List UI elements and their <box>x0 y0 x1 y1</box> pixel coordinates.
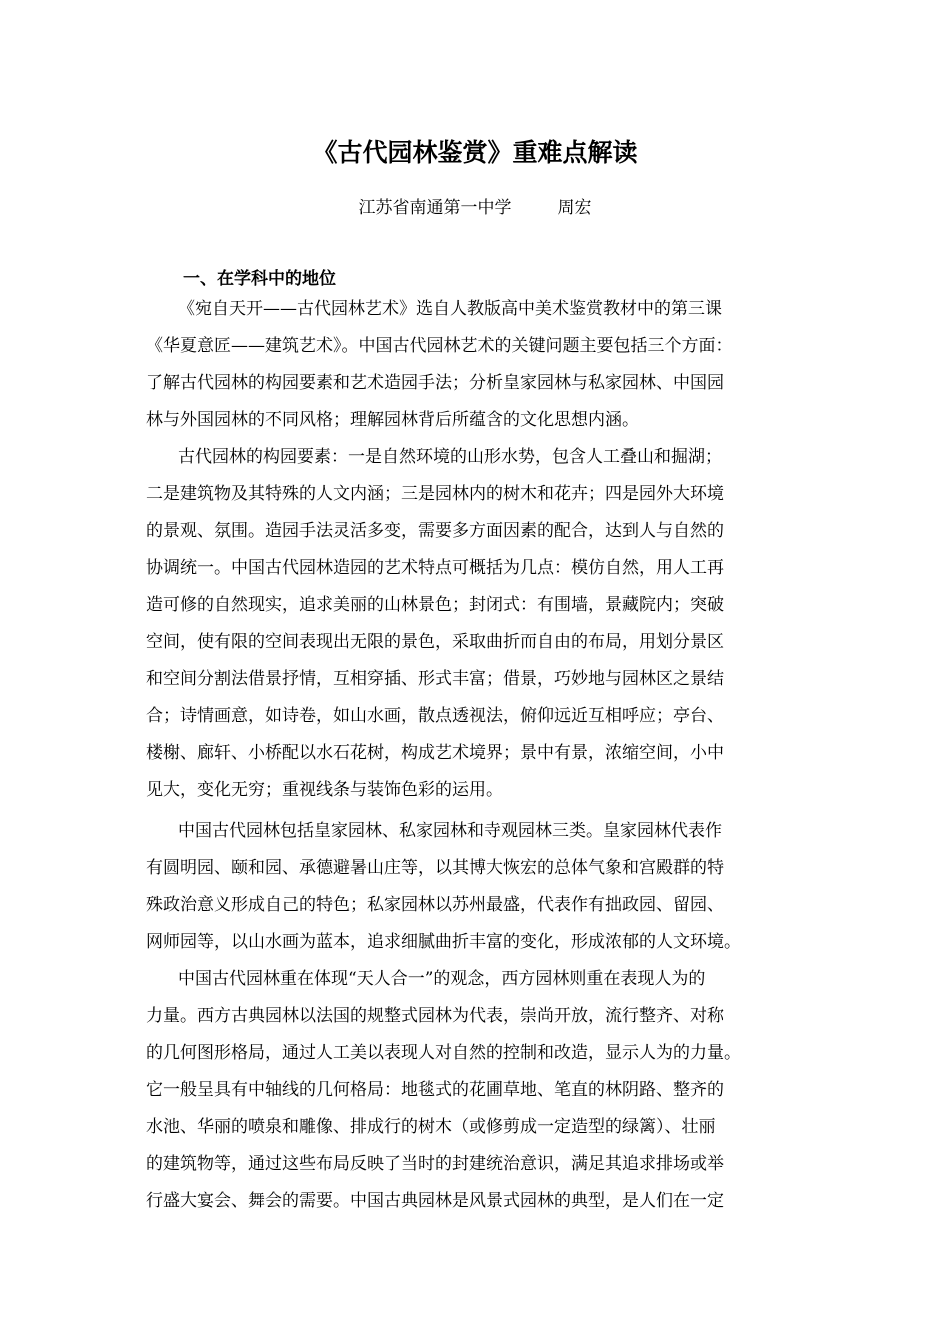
text-line: 了解古代园林的构园要素和艺术造园手法；分析皇家园林与私家园林、中国园 <box>146 373 724 393</box>
text-line: 网师园等，以山水画为蓝本，追求细腻曲折丰富的变化，形成浓郁的人文环境。 <box>146 932 741 952</box>
text-line: 林与外国园林的不同风格；理解园林背后所蕴含的文化思想内涵。 <box>146 410 639 430</box>
text-line: 造可修的自然现实，追求美丽的山林景色；封闭式：有围墙，景藏院内；突破 <box>146 595 724 615</box>
text-line: 《宛自天开——古代园林艺术》选自人教版高中美术鉴赏教材中的第三课 <box>178 299 722 319</box>
text-line: 殊政治意义形成自己的特色；私家园林以苏州最盛，代表作有拙政园、留园、 <box>146 895 724 915</box>
text-line: 协调统一。中国古代园林造园的艺术特点可概括为几点：模仿自然，用人工再 <box>146 558 724 578</box>
text-line: 有圆明园、颐和园、承德避暑山庄等，以其博大恢宏的总体气象和宫殿群的特 <box>146 858 724 878</box>
byline <box>0 193 950 218</box>
text-line: 二是建筑物及其特殊的人文内涵；三是园林内的树木和花卉；四是园外大环境 <box>146 484 724 504</box>
section-heading: 一、在学科中的地位 <box>183 269 336 289</box>
text-line: 和空间分割法借景抒情，互相穿插、形式丰富；借景，巧妙地与园林区之景结 <box>146 669 724 689</box>
text-line: 水池、华丽的喷泉和雕像、排成行的树木（或修剪成一定造型的绿篱）、壮丽 <box>146 1117 716 1137</box>
text-line: 的景观、氛围。造园手法灵活多变，需要多方面因素的配合，达到人与自然的 <box>146 521 724 541</box>
text-line: 见大，变化无穷；重视线条与装饰色彩的运用。 <box>146 780 503 800</box>
text-line: 的建筑物等，通过这些布局反映了当时的封建统治意识，满足其追求排场或举 <box>146 1154 724 1174</box>
text-line: 中国古代园林包括皇家园林、私家园林和寺观园林三类。皇家园林代表作 <box>178 821 722 841</box>
text-line: 《华夏意匠——建筑艺术》。中国古代园林艺术的关键问题主要包括三个方面： <box>146 336 733 356</box>
author-school: 江苏省南通第一中学 <box>358 198 512 218</box>
text-line: 空间，使有限的空间表现出无限的景色，采取曲折而自由的布局，用划分景区 <box>146 632 724 652</box>
text-line: 力量。西方古典园林以法国的规整式园林为代表，崇尚开放，流行整齐、对称 <box>146 1006 724 1026</box>
text-line: 的几何图形格局，通过人工美以表现人对自然的控制和改造，显示人为的力量。 <box>146 1043 741 1063</box>
text-line: 它一般呈具有中轴线的几何格局：地毯式的花圃草地、笔直的林阴路、整齐的 <box>146 1080 724 1100</box>
text-line: 行盛大宴会、舞会的需要。中国古典园林是风景式园林的典型，是人们在一定 <box>146 1191 724 1211</box>
text-line: 楼榭、廊轩、小桥配以水石花树，构成艺术境界；景中有景，浓缩空间，小中 <box>146 743 724 763</box>
text-line: 古代园林的构园要素：一是自然环境的山形水势，包含人工叠山和掘湖； <box>178 447 722 467</box>
text-line: 合；诗情画意，如诗卷，如山水画，散点透视法，俯仰远近互相呼应；亭台、 <box>146 706 724 726</box>
author-name: 周宏 <box>557 198 592 218</box>
text-line: 中国古代园林重在体现“天人合一”的观念，西方园林则重在表现人为的 <box>178 969 706 989</box>
document-title: 《古代园林鉴赏》重难点解读 <box>312 138 638 167</box>
